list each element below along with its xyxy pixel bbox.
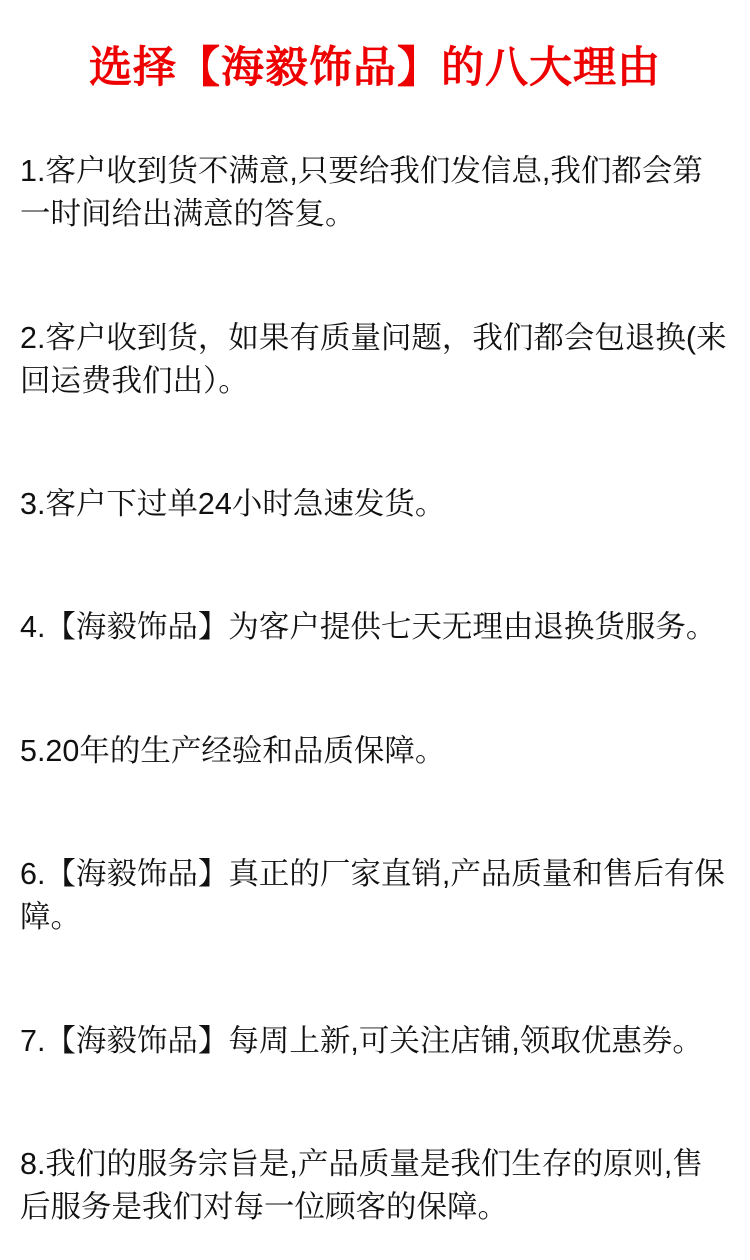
list-item: 3.客户下过单24小时急速发货。 xyxy=(20,487,446,522)
list-item: 7.【海毅饰品】每周上新,可关注店铺,领取优惠券。 xyxy=(20,1023,703,1058)
list-item: 4.【海毅饰品】为客户提供七天无理由退换货服务。 xyxy=(20,610,717,645)
page-title: 选择【海毅饰品】的八大理由 xyxy=(89,44,661,92)
list-item: 8.我们的服务宗旨是,产品质量是我们生存的原则,售后服务是我们对每一位顾客的保障。 xyxy=(20,1146,703,1225)
list-item: 6.【海毅饰品】真正的厂家直销,产品质量和售后有保障。 xyxy=(20,857,725,935)
reasons-list xyxy=(18,119,732,1260)
list-item: 2.客户收到货，如果有质量问题，我们都会包退换(来回运费我们出）。 xyxy=(20,320,727,398)
list-item: 1.客户收到货不满意,只要给我们发信息,我们都会第一时间给出满意的答复。 xyxy=(20,153,703,232)
list-item: 5.20年的生产经验和品质保障。 xyxy=(20,733,446,768)
